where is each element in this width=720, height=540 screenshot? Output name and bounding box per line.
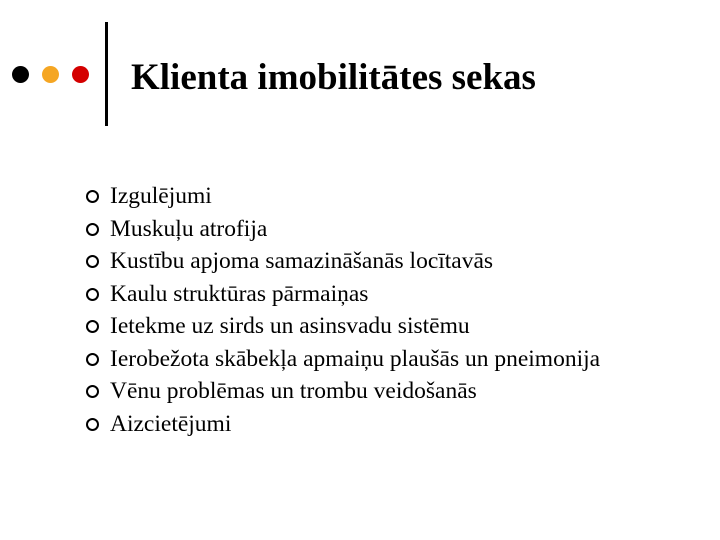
circle-bullet-icon bbox=[86, 223, 99, 236]
circle-bullet-icon bbox=[86, 385, 99, 398]
bullet-item bbox=[86, 183, 686, 209]
bullet-item bbox=[86, 346, 686, 372]
bullet-item bbox=[86, 281, 686, 307]
decorative-dot-black bbox=[12, 66, 29, 83]
bullet-text: Muskuļu atrofija bbox=[110, 215, 268, 242]
circle-bullet-icon bbox=[86, 418, 99, 431]
bullet-list bbox=[86, 183, 686, 443]
bullet-text: Ierobežota skābekļa apmaiņu plaušās un pneimonija bbox=[110, 345, 601, 372]
decorative-dot-orange bbox=[42, 66, 59, 83]
bullet-item bbox=[86, 411, 686, 437]
bullet-item bbox=[86, 313, 686, 339]
bullet-text: Aizcietējumi bbox=[110, 410, 232, 437]
decorative-dot-red bbox=[72, 66, 89, 83]
circle-bullet-icon bbox=[86, 353, 99, 366]
bullet-text: Vēnu problēmas un trombu veidošanās bbox=[110, 378, 477, 404]
bullet-text: Ietekme uz sirds un asinsvadu sistēmu bbox=[110, 313, 470, 339]
bullet-item bbox=[86, 378, 686, 404]
circle-bullet-icon bbox=[86, 288, 99, 301]
circle-bullet-icon bbox=[86, 255, 99, 268]
bullet-text: Kustību apjoma samazināšanās locītavās bbox=[110, 248, 494, 274]
title-divider-line bbox=[105, 22, 108, 126]
bullet-item bbox=[86, 216, 686, 242]
circle-bullet-icon bbox=[86, 190, 99, 203]
bullet-text: Izgulējumi bbox=[110, 183, 212, 209]
bullet-item bbox=[86, 248, 686, 274]
slide-title: Klienta imobilitātes sekas bbox=[131, 57, 536, 98]
circle-bullet-icon bbox=[86, 320, 99, 333]
bullet-text: Kaulu struktūras pārmaiņas bbox=[110, 280, 369, 307]
